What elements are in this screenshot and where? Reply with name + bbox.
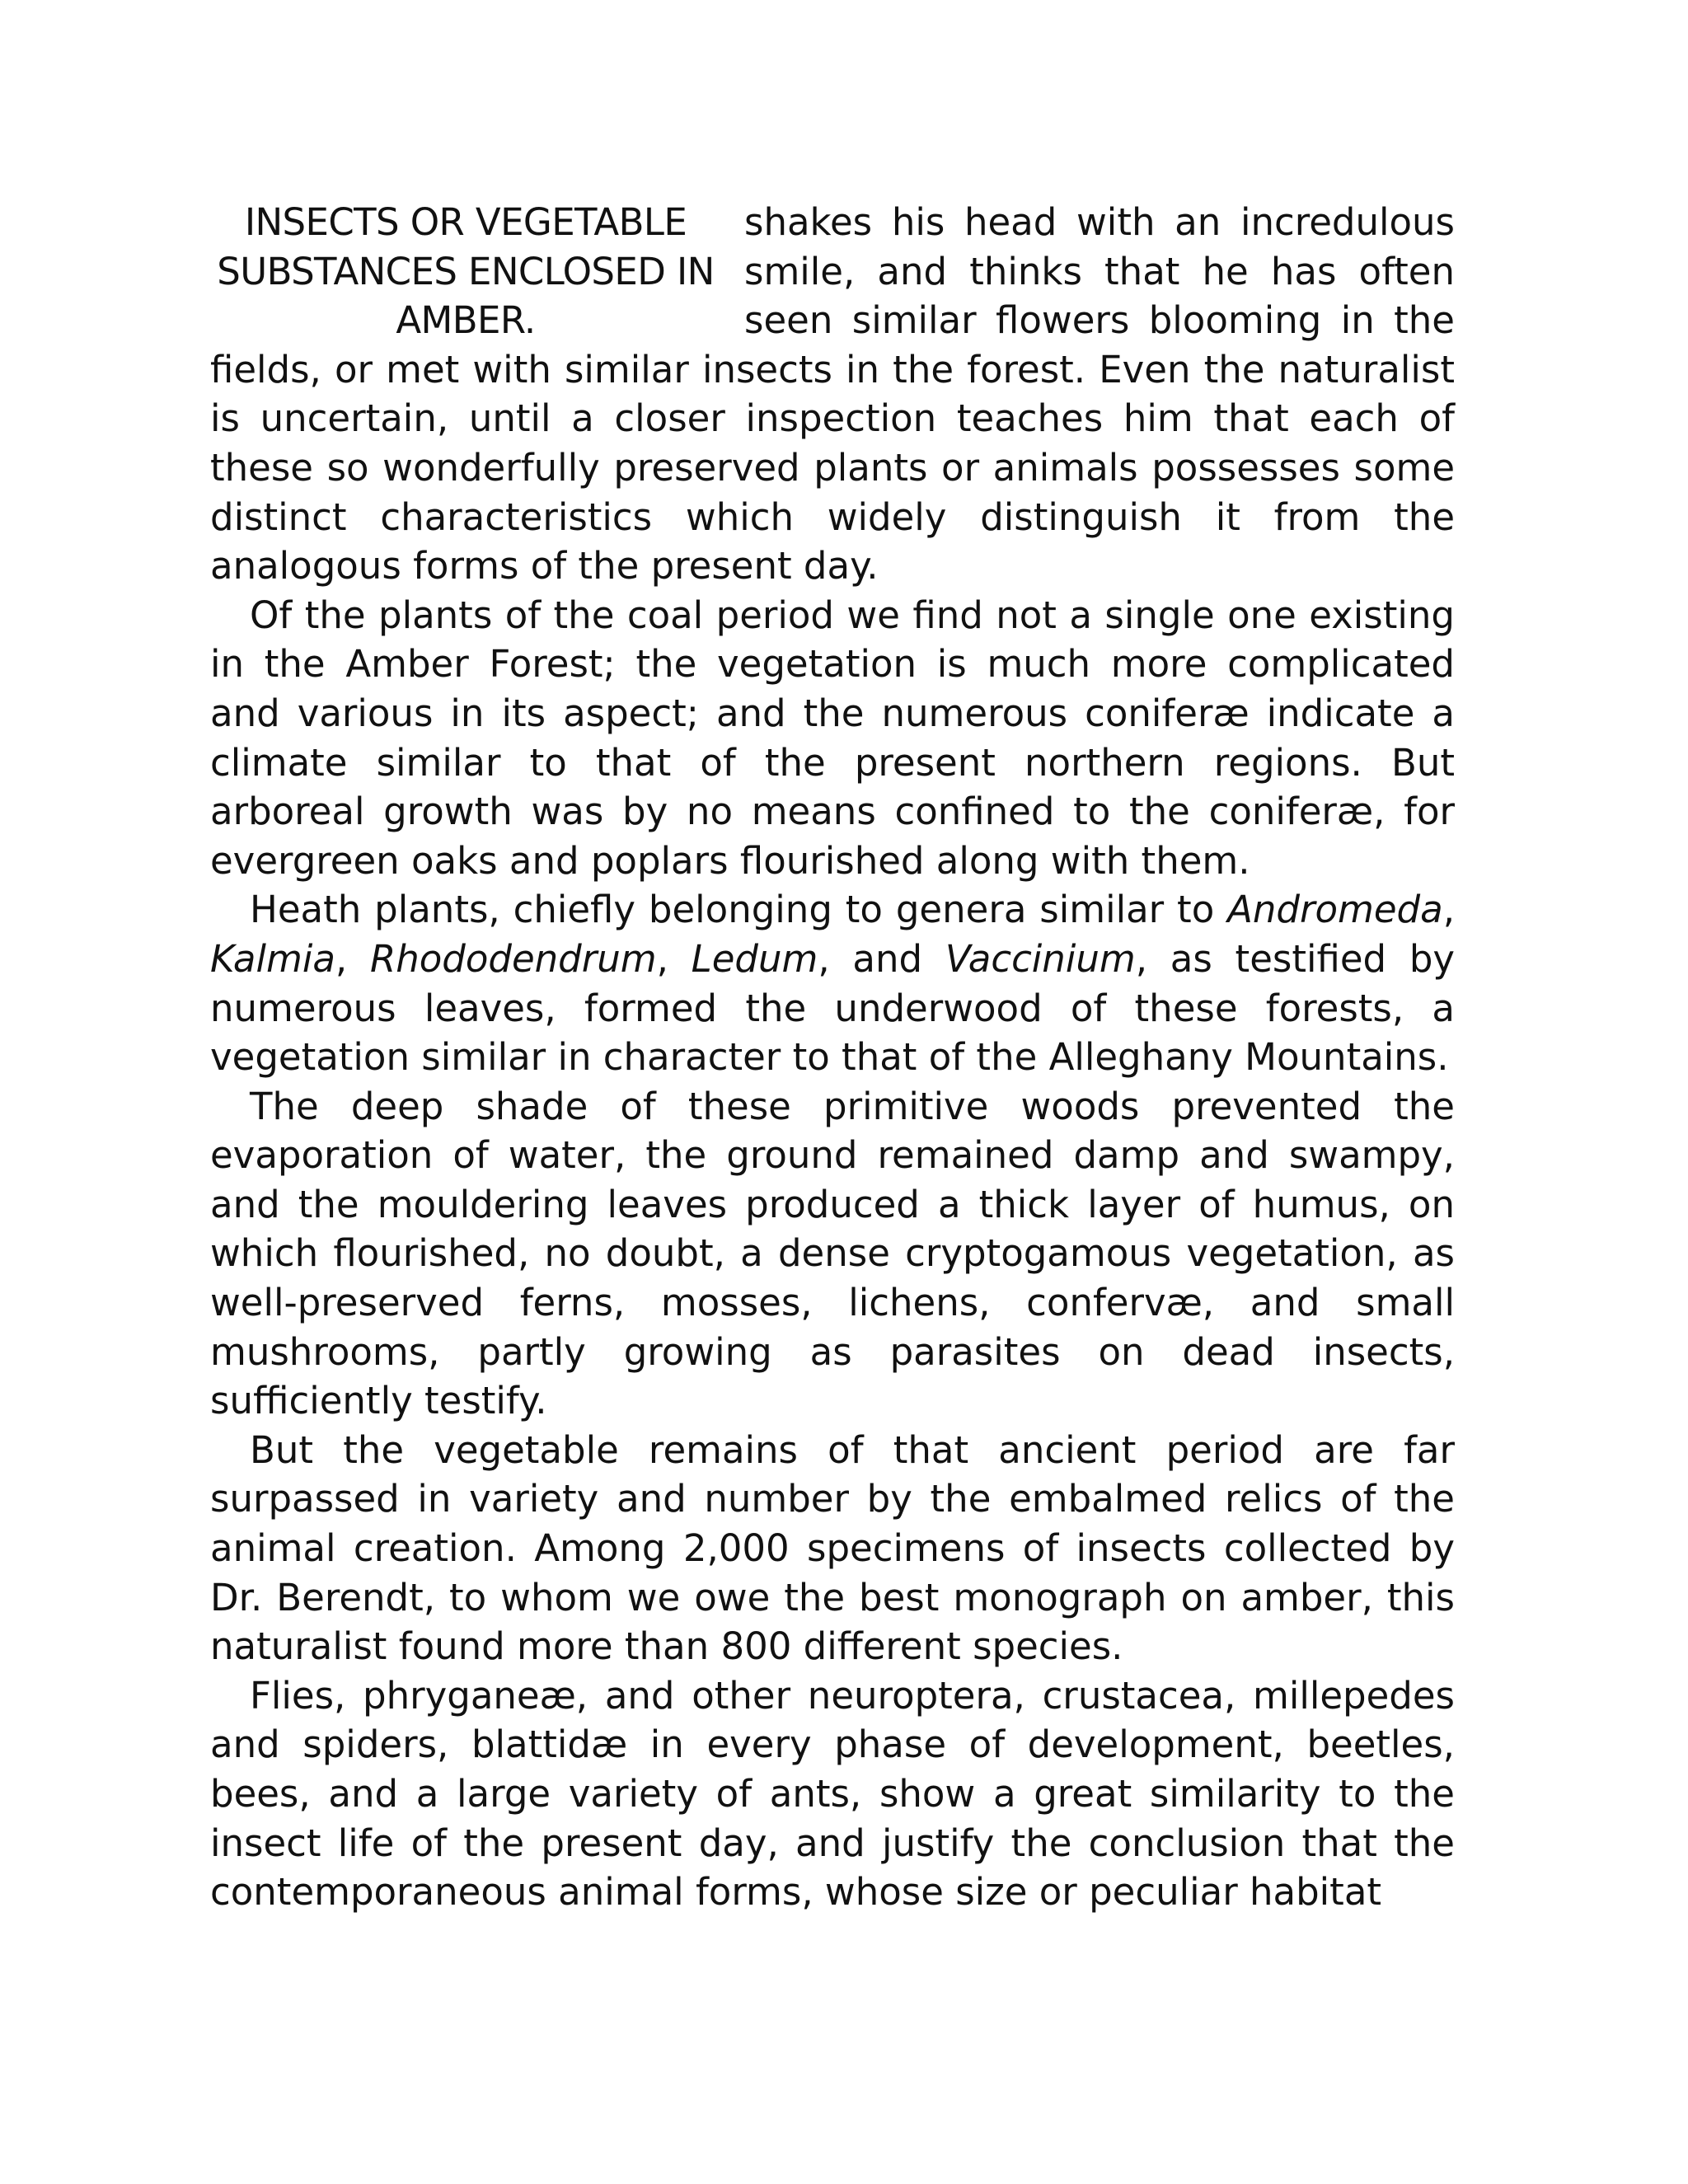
paragraph-2: Of the plants of the coal period we find not a single one existing in the Amber Forest; the vegetation is much more complicated and various in its aspect; and the numerous coniferæ indicate a climate similar to that of the present northern regions. But arboreal growth was by no means confined to the coniferæ, for evergreen oaks and poplars flourished along with them. — [210, 593, 1455, 883]
paragraph-5: But the vegetable remains of that ancient period are far surpassed in variety and number by the embalmed relics of the animal creation. Among 2,000 specimens of insects collected by Dr. Berendt, to whom we owe the best monograph on amber, this naturalist found more than 800 different species. — [210, 1427, 1455, 1669]
genus-ledum: Ledum — [691, 936, 818, 981]
genus-kalmia: Kalmia — [210, 936, 335, 981]
page-text — [210, 198, 1455, 1917]
genus-rhododendrum: Rhododendrum — [369, 936, 657, 981]
paragraph-4: The deep shade of these primitive woods prevented the evaporation of water, the ground remained damp and swampy, and the mouldering leaves produced a thick layer of humus, on which flourished, no doubt, a dense cryptogamous vegetation, as well-preserved ferns, mosses, lichens, confervæ, and small mushrooms, partly growing as parasites on dead insects, sufficiently testify. — [210, 1084, 1455, 1423]
paragraph-3-start: Heath plants, chiefly belonging to genera similar to — [250, 888, 1228, 932]
caption-line-2: SUBSTANCES ENCLOSED IN — [217, 249, 715, 293]
separator: , — [1442, 888, 1455, 932]
caption-line-3: AMBER. — [396, 298, 536, 343]
caption-line-1: INSECTS OR VEGETABLE — [244, 200, 687, 244]
paragraph-3-end: , as testified by numerous leaves, formed the underwood of these forests, a vegetation similar in character to that of the Alleghany Mountains. — [210, 936, 1456, 1080]
paragraph-3 — [210, 885, 1455, 1081]
paragraph-1: shakes his head with an incredulous smile, and thinks that he has often seen similar flowers blooming in the fields, or met with similar insects in the forest. Even the naturalist is uncertain, until a closer inspection teaches him that each of these so wonderfully preserved plants or animals possesses some distinct characteristics which widely distinguish it from the analogous forms of the present day. — [210, 200, 1455, 588]
genus-vaccinium: Vaccinium — [945, 936, 1136, 981]
paragraph-6: Flies, phryganeæ, and other neuroptera, crustacea, millepedes and spiders, blattidæ in every phase of development, beetles, bees, and a large variety of ants, show a great similarity to the insect life of the present day, and justify the conclusion that the contemporaneous animal forms, whose size or peculiar habitat — [210, 1673, 1455, 1915]
separator: , — [656, 936, 692, 981]
separator: , and — [818, 936, 945, 981]
illustration-caption — [202, 198, 729, 345]
separator: , — [335, 936, 370, 981]
genus-andromeda: Andromeda — [1227, 888, 1443, 932]
